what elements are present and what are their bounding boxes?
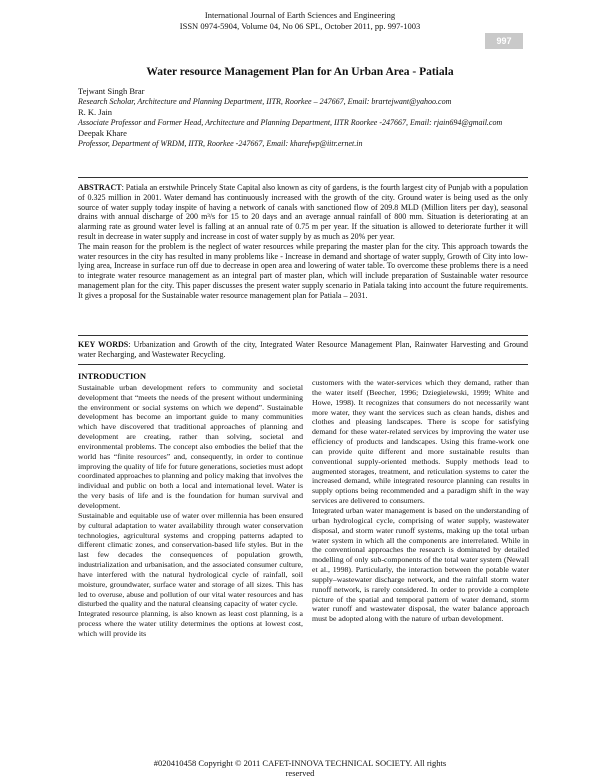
right-column (312, 378, 529, 624)
footer-copyright: #020410458 Copyright © 2011 CAFET-INNOVA TECHNICAL SOCIETY. All rights reserved (153, 758, 447, 778)
keywords-label: KEY WORDS (78, 340, 129, 349)
keywords-text: : Urbanization and Growth of the city, Integrated Water Resource Management Plan, Rainwater Harvesting and Ground water Recharging, and Wastewater Recycling. (78, 340, 529, 359)
author-name: Tejwant Singh Brar (78, 86, 145, 96)
author-affiliation: Research Scholar, Architecture and Planning Department, IITR, Roorkee – 247667, Email: brartejwant@yahoo.com (78, 96, 452, 106)
divider (78, 335, 528, 336)
author-block (78, 86, 538, 149)
abstract-paragraph: The main reason for the problem is the neglect of water resources while preparing the master plan for the city. This approach towards the water resources in the city has resulted in many problems like - Increase in demand and shortage of water supply, Growth of City into low-lying area, Increase in surface run off due to decrease in open area and lowering of water table. To overcome these problems there is a need to integrate water resource management as an integral part of master plan, which will include preparation of Sustainable water resource management plan for the city. This paper discusses the present water supply scenario in Patiala taking into account the future requirements. It gives a proposal for the Sustainable water resource management plan for Patiala – 2031. (78, 241, 528, 300)
author-affiliation: Associate Professor and Former Head, Architecture and Planning Department, IITR Roorkee -247667, Email: rjain694@gmail.com (78, 117, 503, 127)
body-paragraph: customers with the water-services which they demand, rather than the water itself (Beecher, 1996; Dziegielewski, 1999; White and Howe, 1998). It recognizes that consumers do not necessarily want more water, they want the services such as clean hands, dishes and clothes and pleasing landscapes. There is scope for satisfying demand for these water-related services by improving the water use efficiency of products and landscapes. Using this frame-work one can provide quite different and more sustainable results than conventional supply-oriented methods. Supply methods lead to augmented storages, treatment, and reticulation systems to cater the increased demand, while integrated resource planning can results in supply options being recommended and a paradigm shift in the way services are delivered to consumers. (312, 378, 529, 506)
paper-title: Water resource Management Plan for An Urban Area - Patiala (146, 66, 454, 78)
keywords (78, 340, 528, 360)
abstract-paragraph: : Patiala an erstwhile Princely State Capital also known as city of gardens, is the fourth largest city of Punjab with a population of 0.325 million in 2001. Water demand has continuously increased with the growth of the city. Ground water is being used as the only source of water supply today inspite of having a network of canals with sanctioned flow of 209.8 MLD (Million liters per day), seasonal drains with annual discharge of 200 m³/s for 15 to 20 days and an average annual rainfall of 800 mm. Situation is deteriorating at an alarming rate as ground water level is falling at an annual rate of 0.75 m per year. If the situation is allowed to deteriorate further it will result in decrease in water supply and increase in cost of water supply by as much as 20% per year. (78, 183, 528, 241)
abstract-label: ABSTRACT (78, 183, 122, 192)
author-affiliation: Professor, Department of WRDM, IITR, Roorkee -247667, Email: kharefwp@iitr.ernet.in (78, 138, 363, 148)
divider (78, 364, 528, 365)
left-column (78, 372, 303, 639)
body-paragraph: Integrated resource planning, is also known as least cost planning, is a process where the water utility determines the options at lowest cost, which will provide its (78, 609, 303, 638)
author-name: Deepak Khare (78, 128, 127, 138)
body-paragraph: Integrated urban water management is based on the understanding of urban hydrological cycle, comprising of water supply, wastewater disposal, and storm water runoff systems, making up the total urban water system in which all the components are interrelated. While in the conventional approaches the research is dominated by detailed modelling of only sub-components of the total water system (Newall et al., 1998). Particularly, the interaction between the potable water supply–wastewater discharge network, and the rainfall storm water runoff network, is rarely considered. In order to provide a complete picture of the spatial and temporal pattern of water demand, storm water runoff and wastewater disposal, the water balance approach must be adopted along with the nature of urban development. (312, 505, 529, 624)
author-name: R. K. Jain (78, 107, 112, 117)
page-number-badge: 997 (485, 33, 523, 49)
divider (78, 177, 528, 178)
body-paragraph: Sustainable urban development refers to community and societal development that “meets the needs of the present without undermining the environment or social systems on which we depend”. Sustainable development has become an important guide to many communities which have discovered that traditional approaches of planning and development are creating, rather than solving, societal and environmental problems. The concept also embodies the belief that the world has “finite resources” and, consequently, in order to continue improving the quality of life for future generations, societies must adopt coordinated approaches to planning and policy making that involves the individual and public on both a local and international level. Water is the very basis of life and is the foundation for human survival and development. (78, 382, 303, 510)
section-heading: INTRODUCTION (78, 371, 147, 381)
issn-line: ISSN 0974-5904, Volume 04, No 06 SPL, October 2011, pp. 997-1003 (179, 21, 421, 31)
journal-name: International Journal of Earth Sciences and Engineering (204, 10, 396, 20)
body-paragraph: Sustainable and equitable use of water over millennia has been ensured by cultural adaptation to water availability through water conservation technologies, agricultural systems and cropping patterns adapted to different climatic zones, and conservation-based life styles. But in the last few decades the consequences of population growth, industrialization and urbanisation, and the associated consumer culture, have interfered with the natural hydrological cycle of rainfall, soil moisture, groundwater, surface water and storage of all sizes. This has led to overuse, abuse and pollution of our vital water resources and has disturbed the quality and the natural cleansing capacity of water cycle. (78, 510, 303, 609)
abstract (78, 183, 528, 301)
